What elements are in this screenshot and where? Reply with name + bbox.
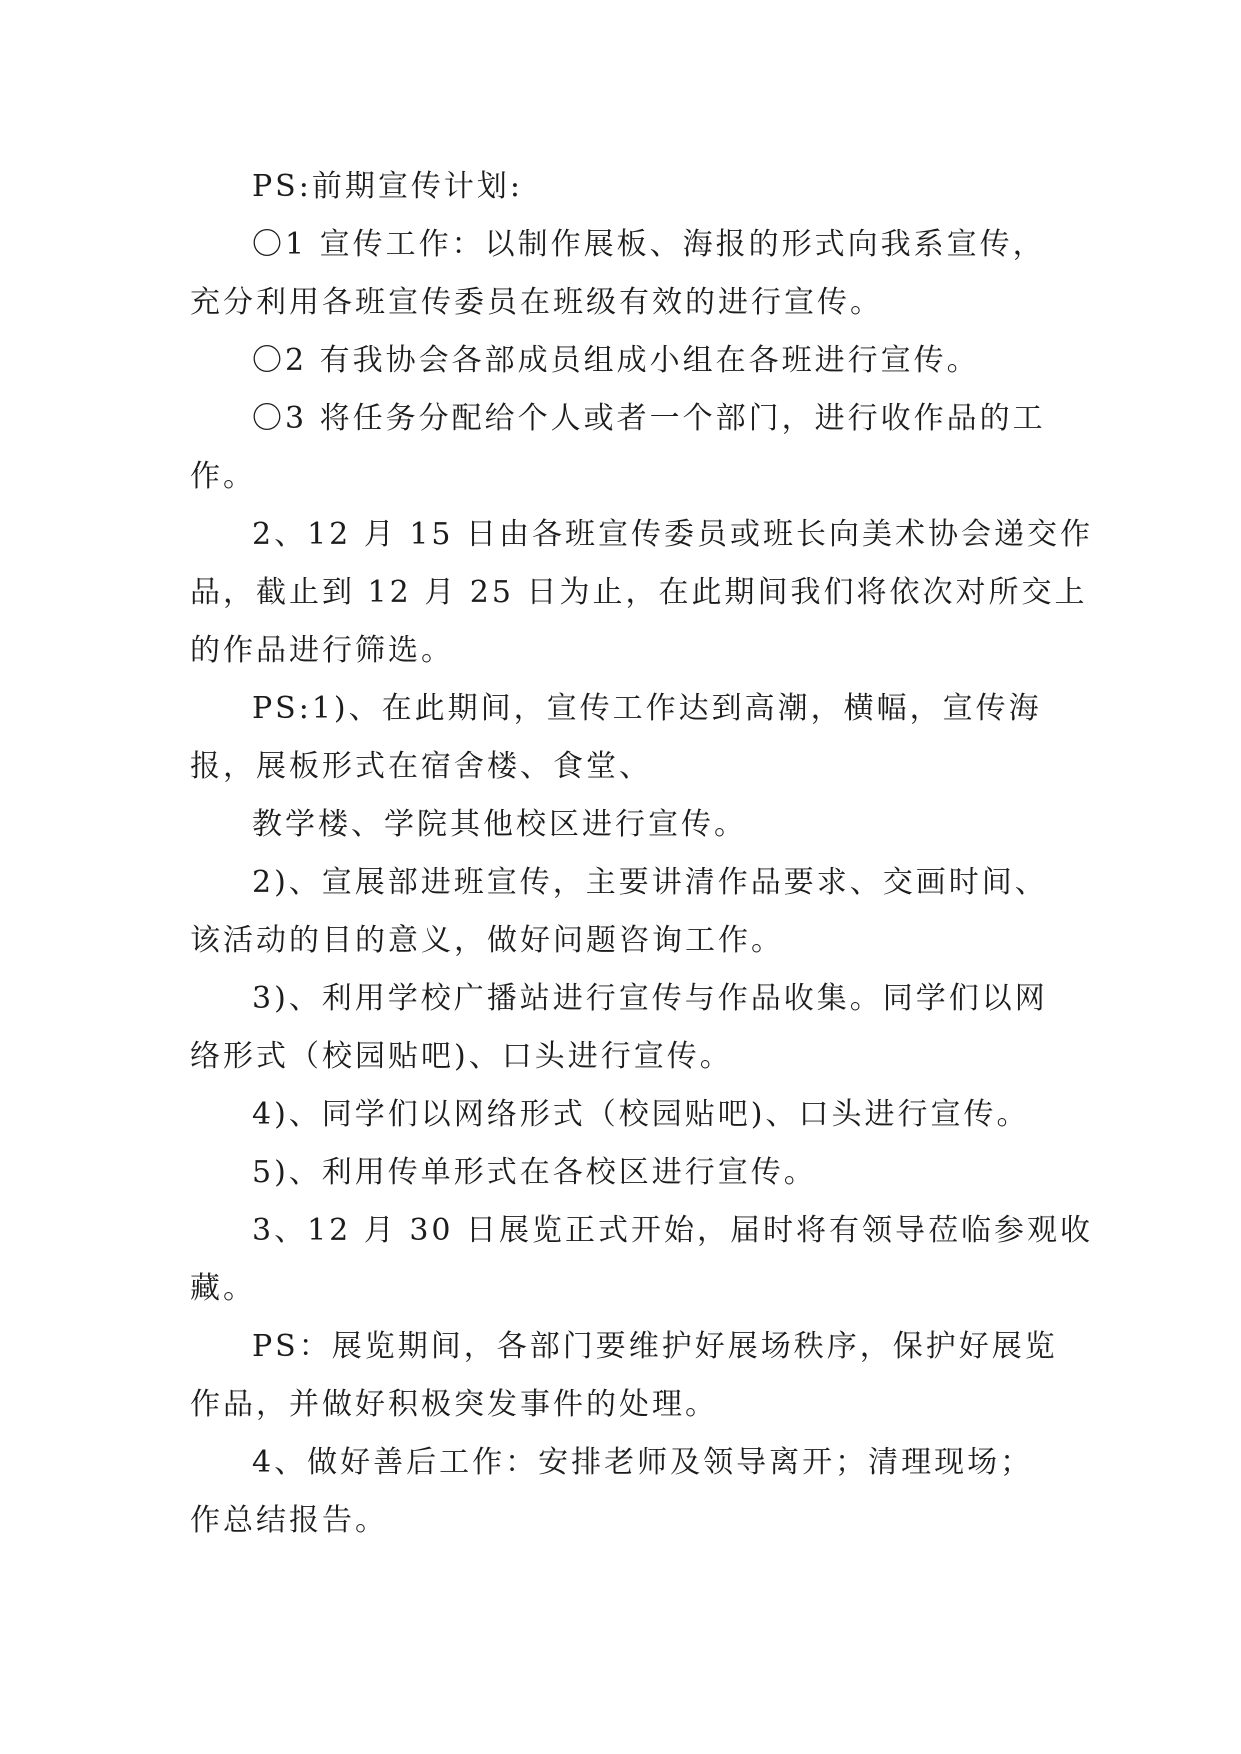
text-line: 作。	[190, 459, 256, 494]
text-line: 2、12 月 15 日由各班宣传委员或班长向美术协会递交作	[252, 517, 1094, 552]
text-line: 4)、同学们以网络形式（校园贴吧)、口头进行宣传。	[252, 1097, 1030, 1132]
text-line: 2)、宣展部进班宣传，主要讲清作品要求、交画时间、	[252, 865, 1048, 900]
text-line: 4、做好善后工作：安排老师及领导离开；清理现场；	[252, 1445, 1034, 1480]
text-line: 品，截止到 12 月 25 日为止，在此期间我们将依次对所交上	[190, 575, 1088, 610]
text-line: 该活动的目的意义，做好问题咨询工作。	[190, 923, 784, 958]
text-line: 充分利用各班宣传委员在班级有效的进行宣传。	[190, 285, 883, 320]
text-line: 3)、利用学校广播站进行宣传与作品收集。同学们以网	[252, 981, 1048, 1016]
text-line: 3、12 月 30 日展览正式开始，届时将有领导莅临参观收	[252, 1213, 1094, 1248]
text-line: 〇3 将任务分配给个人或者一个部门，进行收作品的工	[252, 401, 1046, 436]
text-line: 作总结报告。	[190, 1503, 388, 1538]
text-line: 络形式（校园贴吧)、口头进行宣传。	[190, 1039, 733, 1074]
document-body	[190, 158, 1094, 1550]
text-line: 报，展板形式在宿舍楼、食堂、	[190, 749, 652, 784]
text-line: PS：展览期间，各部门要维护好展场秩序，保护好展览	[252, 1329, 1058, 1364]
text-line: 作品，并做好积极突发事件的处理。	[190, 1387, 718, 1422]
text-line: PS:1)、在此期间，宣传工作达到高潮，横幅，宣传海	[252, 691, 1042, 726]
text-line: 教学楼、学院其他校区进行宣传。	[252, 807, 747, 842]
text-line: 5)、利用传单形式在各校区进行宣传。	[252, 1155, 817, 1190]
text-line: 〇2 有我协会各部成员组成小组在各班进行宣传。	[252, 343, 980, 378]
text-line: 的作品进行筛选。	[190, 633, 454, 668]
text-line: 藏。	[190, 1271, 256, 1306]
text-line: 〇1 宣传工作：以制作展板、海报的形式向我系宣传，	[252, 227, 1046, 262]
text-line: PS:前期宣传计划:	[252, 169, 523, 204]
